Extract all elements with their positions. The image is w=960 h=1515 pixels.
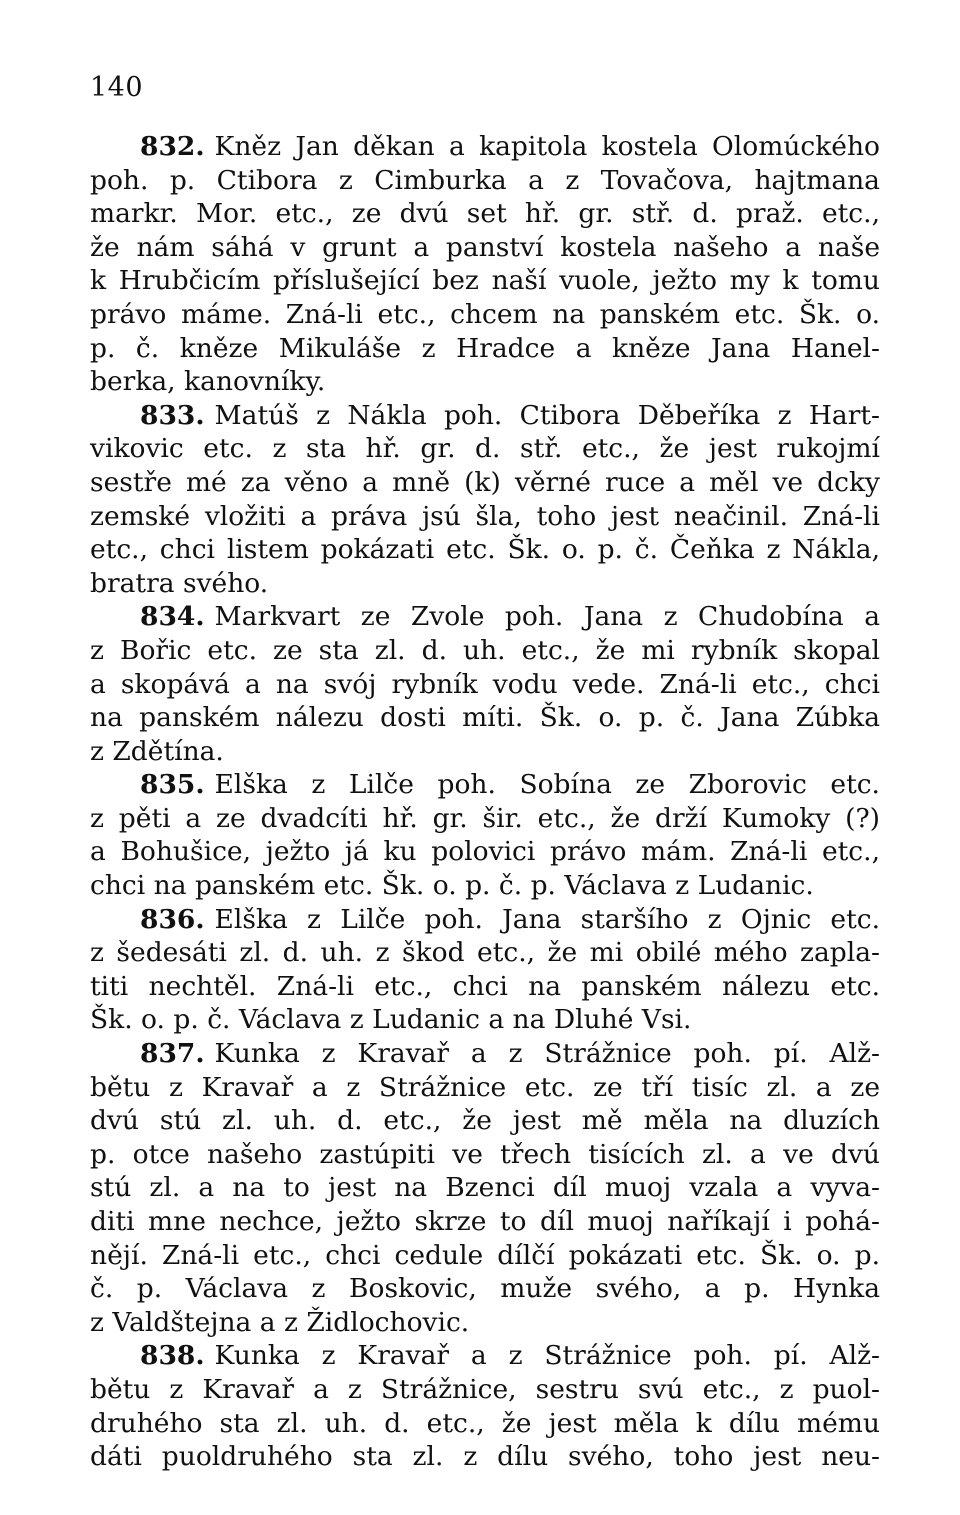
entry-number: 832. bbox=[140, 131, 205, 162]
line-text: z Valdštejna a z Židlochovic. bbox=[90, 1306, 470, 1338]
text-line bbox=[90, 668, 880, 702]
line-text: p. č. kněze Mikuláše z Hradce a kněze Jana Hanel- bbox=[90, 332, 880, 364]
text-line bbox=[90, 970, 880, 1004]
text-line bbox=[90, 197, 880, 231]
entry-number: 835. bbox=[140, 769, 205, 801]
entry-number: 833. bbox=[140, 399, 205, 431]
text-line bbox=[90, 533, 880, 567]
text-line bbox=[90, 869, 880, 903]
line-text: dáti puoldruhého sta zl. z dílu svého, toho jest neu- bbox=[90, 1441, 880, 1473]
entry-first-line bbox=[90, 903, 880, 937]
text-line bbox=[90, 1440, 880, 1474]
entry-first-line bbox=[90, 600, 880, 634]
text-line bbox=[90, 500, 880, 534]
text-line bbox=[90, 1272, 880, 1306]
entry-first-line bbox=[90, 1037, 880, 1071]
text-line bbox=[90, 164, 880, 198]
text-line bbox=[90, 332, 880, 366]
entry-number: 837. bbox=[140, 1038, 205, 1070]
text-line bbox=[90, 365, 880, 399]
text-line bbox=[90, 1138, 880, 1172]
text-line bbox=[90, 1104, 880, 1138]
text-line bbox=[90, 802, 880, 836]
line-text: z pěti a ze dvadcíti hř. gr. šir. etc., že drží Kumoky (?) bbox=[90, 802, 880, 834]
text-line bbox=[90, 432, 880, 466]
entry-number: 834. bbox=[140, 601, 205, 633]
page-number: 140 bbox=[90, 72, 144, 103]
text-line bbox=[90, 936, 880, 970]
line-text: z šedesáti zl. d. uh. z škod etc., že mi obilé mého zapla- bbox=[90, 937, 880, 969]
line-text: nějí. Zná-li etc., chci cedule dílčí pokázati etc. Šk. o. p. bbox=[90, 1239, 880, 1271]
line-text: Elška z Lilče poh. Jana staršího z Ojnic etc. bbox=[214, 903, 880, 935]
text-line bbox=[90, 735, 880, 769]
line-text: titi nechtěl. Zná-li etc., chci na panském nálezu etc. bbox=[90, 970, 880, 1002]
line-text: stú zl. a na to jest na Bzenci díl muoj vzala a vyva- bbox=[90, 1172, 880, 1204]
line-text: a Bohušice, ježto já ku polovici právo mám. Zná-li etc., bbox=[90, 836, 880, 868]
line-text: Kunka z Kravař a z Strážnice poh. pí. Alž- bbox=[214, 1340, 880, 1372]
line-text: Elška z Lilče poh. Sobína ze Zborovic etc. bbox=[214, 769, 880, 801]
text-line bbox=[90, 466, 880, 500]
text-line bbox=[90, 634, 880, 668]
entry-number: 836. bbox=[140, 903, 205, 935]
line-text: k Hrubčicím příslušející bez naší vuole, ježto my k tomu bbox=[90, 265, 880, 297]
text-line bbox=[90, 231, 880, 265]
text-line bbox=[90, 1407, 880, 1441]
line-text: druhého sta zl. uh. d. etc., že jest měla k dílu mému bbox=[90, 1407, 880, 1439]
text-line bbox=[90, 264, 880, 298]
line-text: markr. Mor. etc., ze dvú set hř. gr. stř. d. praž. etc., bbox=[90, 198, 880, 230]
text-line bbox=[90, 701, 880, 735]
line-text: Kněz Jan děkan a kapitola kostela Olomúckého bbox=[214, 131, 880, 162]
line-text: p. otce našeho zastúpiti ve třech tisících zl. a ve dvú bbox=[90, 1138, 880, 1170]
line-text: že nám sáhá v grunt a panství kostela našeho a naše bbox=[90, 231, 880, 263]
line-text: a skopává a na svój rybník vodu vede. Zná-li etc., chci bbox=[90, 668, 880, 700]
line-text: bětu z Kravař a z Strážnice etc. ze tří tisíc zl. a ze bbox=[90, 1071, 880, 1103]
line-text: Markvart ze Zvole poh. Jana z Chudobína a bbox=[214, 601, 880, 633]
line-text: právo máme. Zná-li etc., chcem na panském etc. Šk. o. bbox=[90, 298, 880, 330]
line-text: z Zdětína. bbox=[90, 735, 224, 767]
entry-first-line bbox=[90, 768, 880, 802]
line-text: chci na panském etc. Šk. o. p. č. p. Václava z Ludanic. bbox=[90, 870, 814, 902]
line-text: etc., chci listem pokázati etc. Šk. o. p. č. Čeňka z Nákla, bbox=[90, 534, 880, 566]
line-text: dvú stú zl. uh. d. etc., že jest mě měla na dluzích bbox=[90, 1105, 880, 1137]
text-line bbox=[90, 1239, 880, 1273]
text-line bbox=[90, 1171, 880, 1205]
text-line bbox=[90, 1373, 880, 1407]
line-text: z Bořic etc. ze sta zl. d. uh. etc., že mi rybník skopal bbox=[90, 634, 880, 666]
line-text: na panském nálezu dosti míti. Šk. o. p. č. Jana Zúbka bbox=[90, 702, 880, 734]
text-line bbox=[90, 1003, 880, 1037]
line-text: bětu z Kravař a z Strážnice, sestru svú etc., z puol- bbox=[90, 1373, 880, 1405]
line-text: bratra svého. bbox=[90, 567, 269, 599]
line-text: diti mne nechce, ježto skrze to díl muoj naříkají i pohá- bbox=[90, 1206, 880, 1237]
text-line bbox=[90, 298, 880, 332]
text-line bbox=[90, 1306, 880, 1340]
line-text: Matúš z Nákla poh. Ctibora Děbeříka z Hart- bbox=[214, 399, 880, 431]
entry-first-line bbox=[90, 130, 880, 164]
line-text: č. p. Václava z Boskovic, muže svého, a p. Hynka bbox=[90, 1273, 880, 1305]
line-text: sestře mé za věno a mně (k) věrné ruce a měl ve dcky bbox=[90, 466, 880, 498]
entry-first-line bbox=[90, 1339, 880, 1373]
line-text: vikovic etc. z sta hř. gr. d. stř. etc., že jest rukojmí bbox=[90, 433, 880, 465]
text-line bbox=[90, 1071, 880, 1105]
line-text: poh. p. Ctibora z Cimburka a z Tovačova, hajtmana bbox=[90, 164, 880, 196]
text-line bbox=[90, 835, 880, 869]
text-line bbox=[90, 1205, 880, 1239]
line-text: berka, kanovníky. bbox=[90, 366, 326, 398]
line-text: zemské vložiti a práva jsú šla, toho jest neačinil. Zná-li bbox=[90, 500, 880, 532]
text-line bbox=[90, 567, 880, 601]
document-body bbox=[90, 130, 880, 1474]
line-text: Šk. o. p. č. Václava z Ludanic a na Dluhé Vsi. bbox=[90, 1004, 692, 1036]
line-text: Kunka z Kravař a z Strážnice poh. pí. Alž- bbox=[214, 1038, 880, 1070]
entry-first-line bbox=[90, 399, 880, 433]
entry-number: 838. bbox=[140, 1340, 205, 1372]
